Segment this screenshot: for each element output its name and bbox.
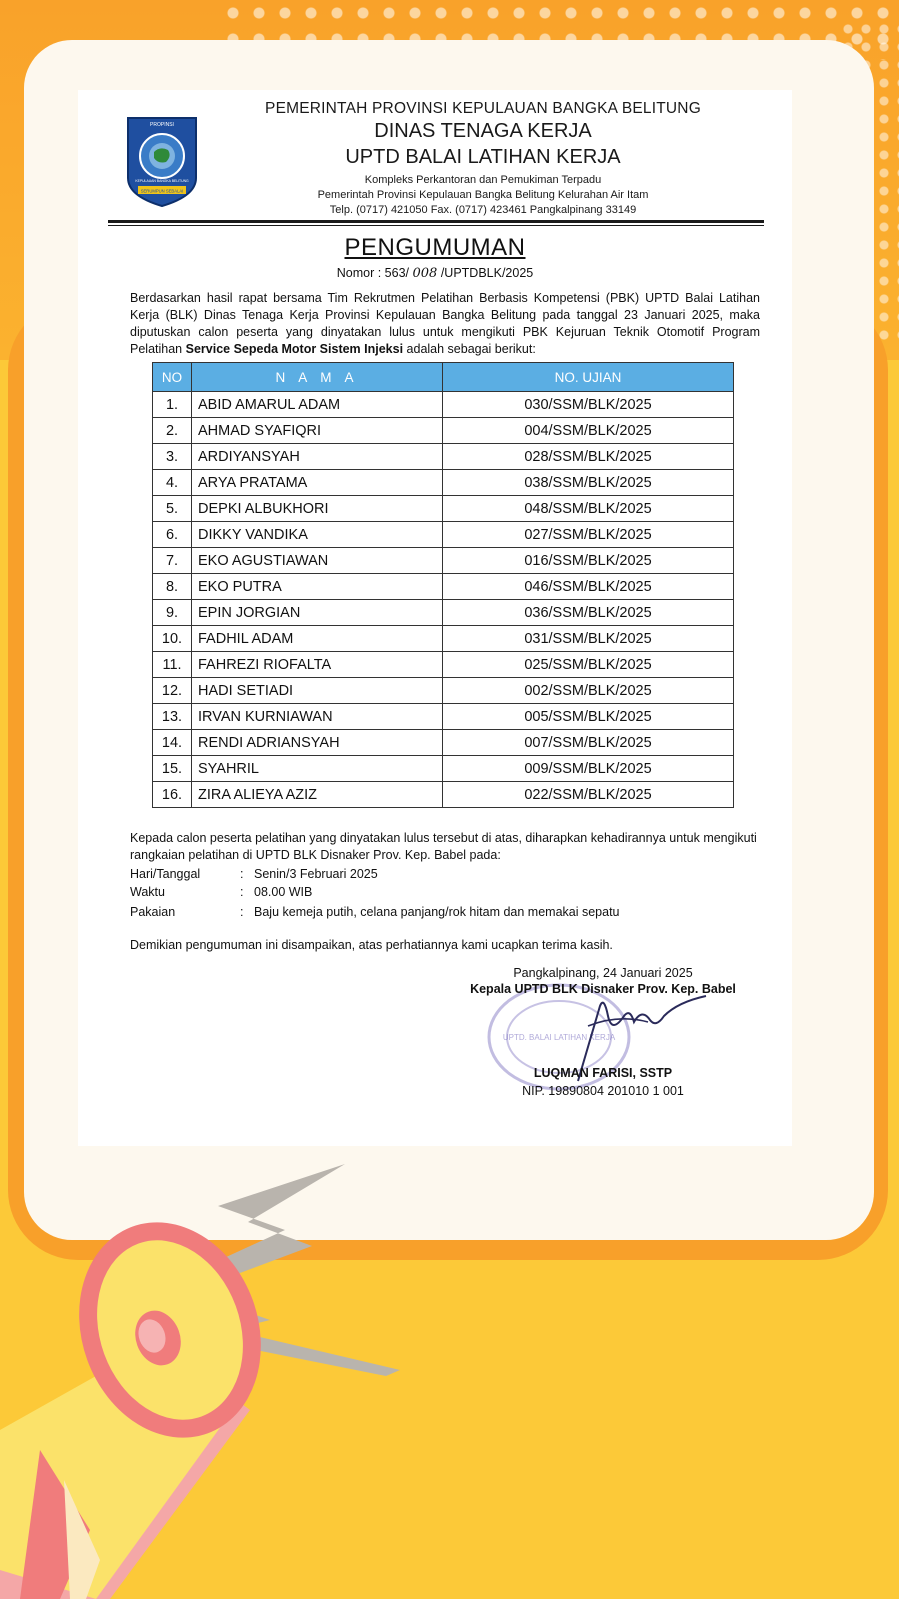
letterhead-agency: DINAS TENAGA KERJA	[374, 120, 592, 142]
table-row	[153, 600, 734, 626]
row-nama: EKO AGUSTIAWAN	[192, 548, 443, 574]
page-title: PENGUMUMAN	[344, 234, 526, 261]
logo-ring-text: KEPULAUAN BANGKA BELITUNG	[135, 179, 189, 183]
row-no: 8.	[153, 574, 192, 600]
closing-sentence: Demikian pengumuman ini disampaikan, atas perhatiannya kami ucapkan terima kasih.	[130, 938, 613, 952]
province-emblem-icon	[126, 116, 198, 208]
row-nama: ARDIYANSYAH	[192, 444, 443, 470]
letterhead-rule-thin	[108, 225, 764, 226]
logo-top-text: PROPINSI	[150, 122, 174, 128]
row-no-ujian: 031/SSM/BLK/2025	[443, 626, 734, 652]
row-no: 13.	[153, 704, 192, 730]
row-nama: ARYA PRATAMA	[192, 470, 443, 496]
document-number-prefix: Nomor : 563/	[336, 266, 410, 280]
row-no: 2.	[153, 418, 192, 444]
intro-text-1: Berdasarkan hasil rapat bersama Tim Rekrutmen Pelatihan Berbasis Kompetensi (PBK) UPTD Balai Latihan Kerja (BLK) Dinas Tenaga Kerja Provinsi Kepulauan Bangka Belitung pada tanggal 23 Januari 2025, maka diputuskan calon peserta yang dinyatakan lulus untuk mengikuti PBK Kejuruan Teknik Otomotif Program Pelatihan	[130, 291, 760, 356]
table-row	[153, 444, 734, 470]
table-row	[153, 678, 734, 704]
table-row	[153, 418, 734, 444]
detail-key: Pakaian	[130, 905, 176, 919]
table-row	[153, 548, 734, 574]
row-no: 7.	[153, 548, 192, 574]
row-no: 6.	[153, 522, 192, 548]
letterhead-government: PEMERINTAH PROVINSI KEPULAUAN BANGKA BELITUNG	[265, 100, 701, 117]
row-no-ujian: 009/SSM/BLK/2025	[443, 756, 734, 782]
row-no: 11.	[153, 652, 192, 678]
row-no-ujian: 016/SSM/BLK/2025	[443, 548, 734, 574]
row-no: 10.	[153, 626, 192, 652]
row-no-ujian: 038/SSM/BLK/2025	[443, 470, 734, 496]
detail-colon: :	[240, 867, 244, 881]
row-no-ujian: 048/SSM/BLK/2025	[443, 496, 734, 522]
table-row	[153, 470, 734, 496]
signatory-nip: NIP. 19890804 201010 1 001	[522, 1084, 684, 1098]
detail-value: 08.00 WIB	[254, 885, 313, 899]
row-nama: EPIN JORGIAN	[192, 600, 443, 626]
row-no-ujian: 007/SSM/BLK/2025	[443, 730, 734, 756]
detail-key: Hari/Tanggal	[130, 867, 201, 881]
row-nama: FAHREZI RIOFALTA	[192, 652, 443, 678]
row-no-ujian: 027/SSM/BLK/2025	[443, 522, 734, 548]
detail-row-attire	[130, 905, 620, 919]
document-number-handwritten: 008	[412, 266, 438, 281]
table-row	[153, 756, 734, 782]
stamp-text: UPTD. BALAI LATIHAN KERJA	[502, 1033, 616, 1042]
row-no: 3.	[153, 444, 192, 470]
letterhead-unit: UPTD BALAI LATIHAN KERJA	[345, 146, 621, 168]
document-number-suffix: /UPTDBLK/2025	[440, 266, 534, 280]
intro-text-2: adalah sebagai berikut:	[403, 342, 536, 356]
megaphone-icon	[0, 1150, 420, 1599]
table-row	[153, 730, 734, 756]
row-no: 12.	[153, 678, 192, 704]
row-no-ujian: 022/SSM/BLK/2025	[443, 782, 734, 808]
row-no: 4.	[153, 470, 192, 496]
row-no-ujian: 028/SSM/BLK/2025	[443, 444, 734, 470]
detail-row-date	[130, 867, 378, 881]
letterhead-contact: Telp. (0717) 421050 Fax. (0717) 423461 Pangkalpinang 33149	[329, 204, 637, 216]
row-nama: HADI SETIADI	[192, 678, 443, 704]
row-no: 1.	[153, 392, 192, 418]
row-no-ujian: 002/SSM/BLK/2025	[443, 678, 734, 704]
row-no: 16.	[153, 782, 192, 808]
table-row	[153, 496, 734, 522]
row-no-ujian: 005/SSM/BLK/2025	[443, 704, 734, 730]
signatory-name: LUQMAN FARISI, SSTP	[533, 1066, 673, 1080]
participants-table	[152, 362, 734, 808]
notice-paragraph: Kepada calon peserta pelatihan yang dinyatakan lulus tersebut di atas, diharapkan kehadirannya untuk mengikuti rangkaian pelatihan di UPTD BLK Disnaker Prov. Kep. Babel pada:	[130, 831, 757, 862]
row-no: 5.	[153, 496, 192, 522]
letterhead-address-1: Kompleks Perkantoran dan Pemukiman Terpadu	[364, 174, 602, 186]
header-no: NO	[153, 363, 192, 392]
intro-program-name: Service Sepeda Motor Sistem Injeksi	[185, 342, 404, 356]
row-no-ujian: 004/SSM/BLK/2025	[443, 418, 734, 444]
table-header-row	[153, 363, 734, 392]
detail-colon: :	[240, 885, 244, 899]
row-no: 14.	[153, 730, 192, 756]
table-row	[153, 574, 734, 600]
table-row	[153, 392, 734, 418]
letterhead-address-2: Pemerintah Provinsi Kepulauan Bangka Belitung Kelurahan Air Itam	[317, 189, 649, 201]
detail-key: Waktu	[130, 885, 165, 899]
logo-banner-text: SERUMPUN SEBALAI	[140, 188, 184, 194]
detail-value: Baju kemeja putih, celana panjang/rok hitam dan memakai sepatu	[254, 905, 620, 919]
detail-row-time	[130, 885, 312, 899]
signature-position: Kepala UPTD BLK Disnaker Prov. Kep. Babel	[470, 982, 736, 996]
row-no: 9.	[153, 600, 192, 626]
row-nama: ZIRA ALIEYA AZIZ	[192, 782, 443, 808]
row-no-ujian: 036/SSM/BLK/2025	[443, 600, 734, 626]
row-nama: AHMAD SYAFIQRI	[192, 418, 443, 444]
detail-value: Senin/3 Februari 2025	[254, 867, 378, 881]
signature-place-date: Pangkalpinang, 24 Januari 2025	[513, 966, 693, 980]
intro-paragraph	[130, 290, 760, 358]
row-nama: FADHIL ADAM	[192, 626, 443, 652]
header-no-ujian: NO. UJIAN	[443, 363, 734, 392]
header-nama: N A M A	[192, 363, 443, 392]
document-number	[78, 266, 792, 281]
table-row	[153, 782, 734, 808]
letterhead-rule-thick	[108, 220, 764, 223]
row-nama: IRVAN KURNIAWAN	[192, 704, 443, 730]
row-no-ujian: 046/SSM/BLK/2025	[443, 574, 734, 600]
row-no-ujian: 025/SSM/BLK/2025	[443, 652, 734, 678]
document-page	[78, 90, 792, 1146]
row-no: 15.	[153, 756, 192, 782]
row-nama: EKO PUTRA	[192, 574, 443, 600]
row-no-ujian: 030/SSM/BLK/2025	[443, 392, 734, 418]
row-nama: SYAHRIL	[192, 756, 443, 782]
table-row	[153, 626, 734, 652]
row-nama: DEPKI ALBUKHORI	[192, 496, 443, 522]
row-nama: RENDI ADRIANSYAH	[192, 730, 443, 756]
table-row	[153, 522, 734, 548]
detail-colon: :	[240, 905, 244, 919]
row-nama: DIKKY VANDIKA	[192, 522, 443, 548]
row-nama: ABID AMARUL ADAM	[192, 392, 443, 418]
table-row	[153, 652, 734, 678]
table-row	[153, 704, 734, 730]
